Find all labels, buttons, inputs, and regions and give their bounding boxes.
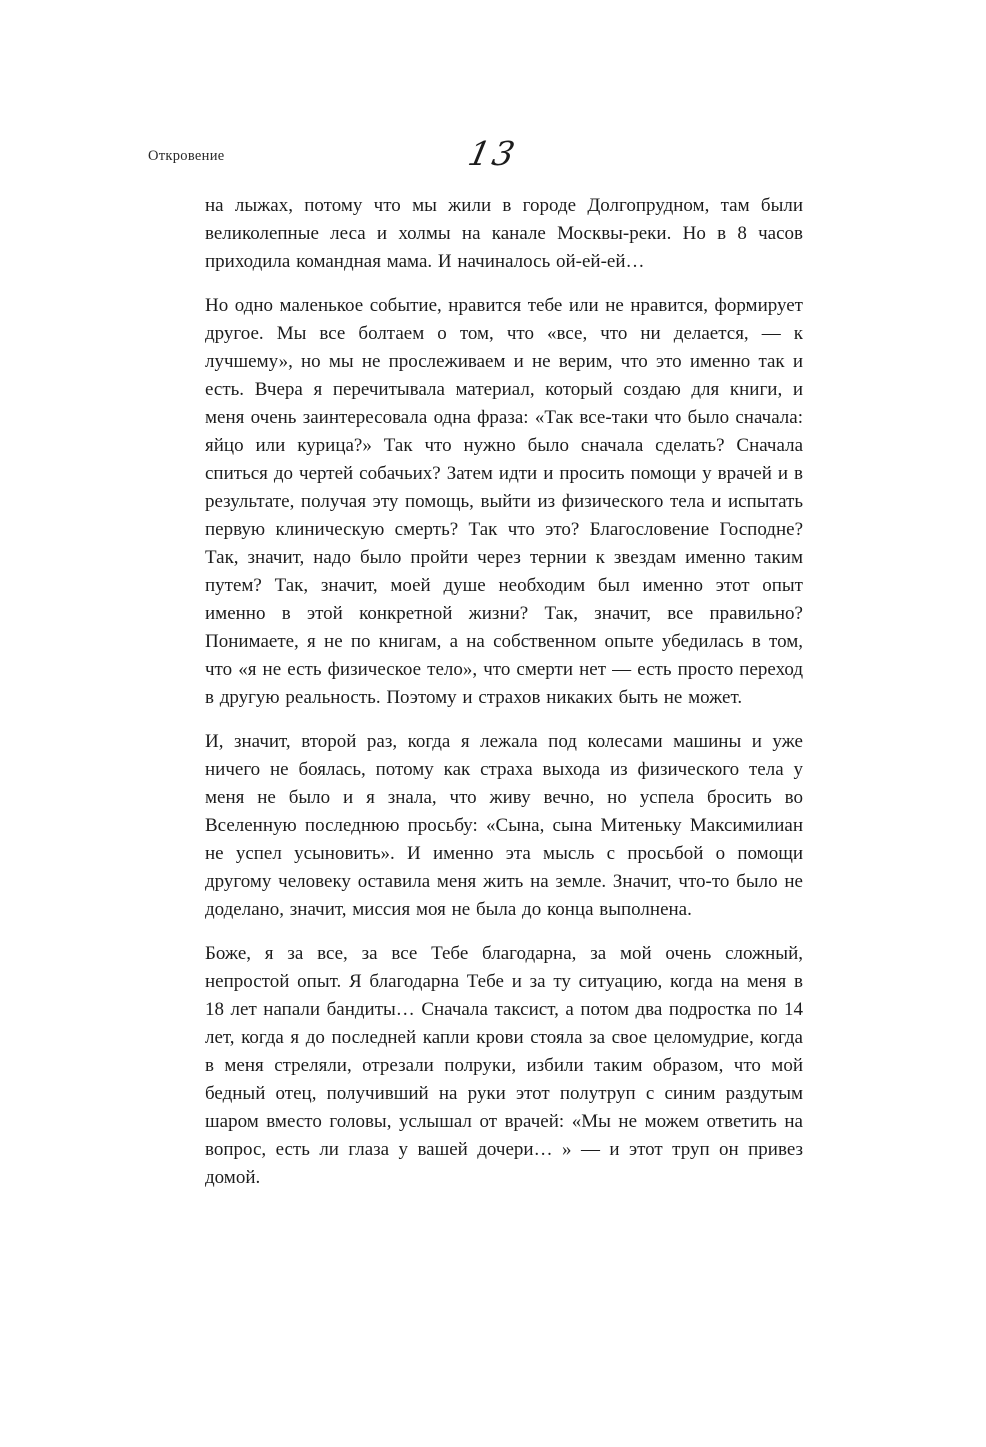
page-header bbox=[148, 134, 838, 180]
body-text-block bbox=[205, 192, 803, 1192]
paragraph: Но одно маленькое событие, нравится тебе или не нравится, формирует другое. Мы все болтаем о том, что «все, что ни делается, — к лучшему», но мы не прослеживаем и не верим, что это именно так и есть. Вчера я перечитывала материал, который создаю для книги, и меня очень заинтересовала одна фраза: «Так все-таки что было сначала: яйцо или курица?» Так что нужно было сначала сделать? Сначала спиться до чертей собачьих? Затем идти и просить помощи у врачей и в результате, получая эту помощь, выйти из физического тела и испытать первую клиническую смерть? Так что это? Благословение Господне? Так, значит, надо было пройти через тернии к звездам именно таким путем? Так, значит, моей душе необходим был именно этот опыт именно в этой конкретной жизни? Так, значит, все правильно? Понимаете, я не по книгам, а на собственном опыте убедилась в том, что «я не есть физическое тело», что смерти нет — есть просто переход в другую реальность. Поэтому и страхов никаких быть не может. bbox=[205, 295, 803, 708]
paragraph: Боже, я за все, за все Тебе благодарна, за мой очень сложный, непростой опыт. Я благодарна Тебе и за ту ситуацию, когда на меня в 18 лет напали бандиты… Сначала таксист, а потом два подростка по 14 лет, когда я до последней капли крови стояла за свое целомудрие, когда в меня стреляли, отрезали полруки, избили таким образом, что мой бедный отец, получивший на руки этот полутруп с синим раздутым шаром вместо головы, услышал от врачей: «Мы не можем ответить на вопрос, есть ли глаза у вашей дочери… » — и этот труп он привез домой. bbox=[205, 943, 803, 1188]
page-number: 13 bbox=[464, 134, 522, 173]
paragraph: на лыжах, потому что мы жили в городе Долгопрудном, там были великолепные леса и холмы на канале Москвы-реки. Но в 8 часов приходила командная мама. И начиналось ой-ей-ей… bbox=[205, 195, 803, 272]
paragraph: И, значит, второй раз, когда я лежала под колесами машины и уже ничего не боялась, потому как страха выхода из физического тела у меня не было и я знала, что живу вечно, но успела бросить во Вселенную последнюю просьбу: «Сына, сына Митеньку Максимилиан не успел усыновить». И именно эта мысль с просьбой о помощи другому человеку оставила меня жить на земле. Значит, что-то было не доделано, значит, миссия моя не была до конца выполнена. bbox=[205, 731, 803, 920]
running-title: Откровение bbox=[148, 148, 225, 164]
